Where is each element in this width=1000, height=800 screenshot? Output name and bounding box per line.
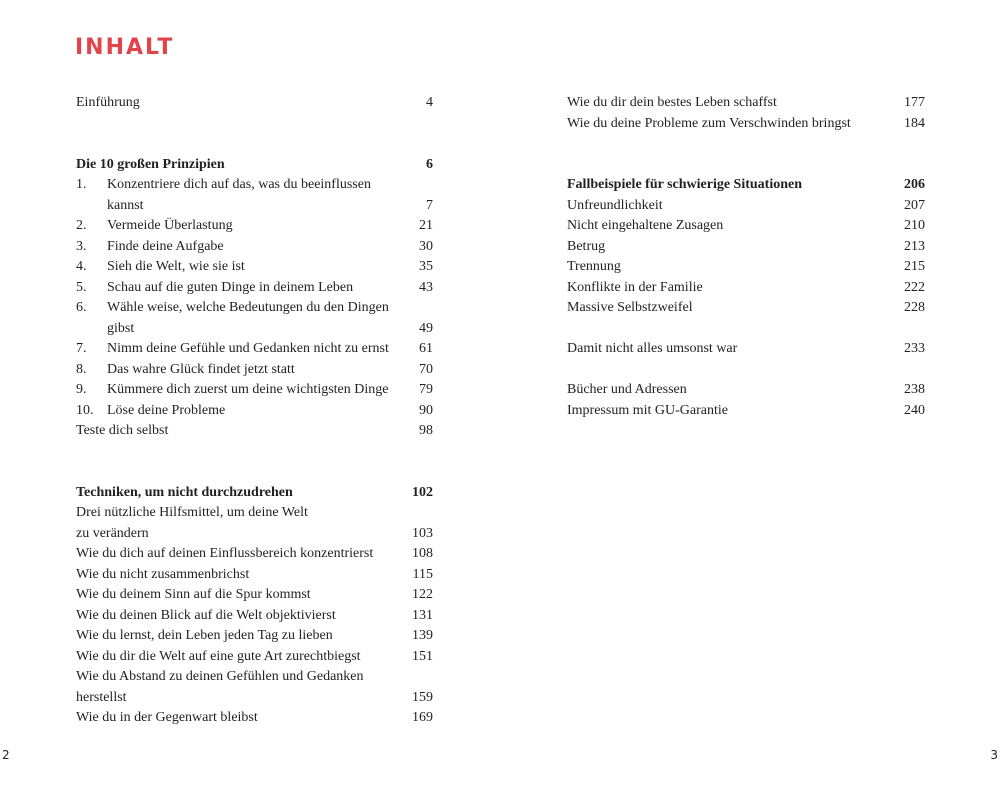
entry-number: 3.	[76, 238, 87, 254]
toc-entry	[567, 257, 925, 278]
entry-number: 2.	[76, 218, 87, 233]
entry-page: 213	[904, 238, 925, 254]
entry-title: Damit nicht alles umsonst war	[567, 341, 738, 356]
entry-page: 184	[904, 115, 925, 131]
entry-number: 9.	[76, 382, 87, 397]
entry-page: 7	[426, 197, 433, 213]
toc-entry-continuation	[76, 524, 433, 545]
section-heading	[567, 175, 925, 196]
entry-page: 169	[412, 710, 433, 725]
entry-page: 240	[904, 402, 925, 418]
toc-entry	[76, 708, 433, 729]
entry-title: Einführung	[76, 95, 140, 110]
entry-title: Wie du dir dein bestes Leben schaffst	[567, 95, 777, 110]
entry-number: 1.	[76, 177, 87, 192]
entry-title: Wie du deine Probleme zum Verschwinden bringst	[567, 115, 851, 131]
entry-title: Teste dich selbst	[76, 423, 169, 438]
entry-title-cont: gibst	[107, 320, 135, 336]
toc-entry	[567, 216, 925, 237]
page-number-left: 2	[2, 748, 10, 762]
toc-entry	[76, 503, 433, 524]
entry-number: 8.	[76, 361, 87, 377]
toc-entry	[76, 175, 433, 196]
entry-title: Massive Selbstzweifel	[567, 300, 693, 315]
entry-page: 79	[419, 382, 433, 397]
entry-number: 6.	[76, 300, 87, 315]
entry-title-cont: zu verändern	[76, 525, 149, 541]
entry-page: 103	[412, 525, 433, 541]
entry-page: 210	[904, 218, 925, 233]
entry-page: 139	[412, 628, 433, 643]
toc-entry	[567, 298, 925, 319]
entry-page: 222	[904, 279, 925, 295]
toc-entry	[76, 93, 433, 114]
entry-number: 7.	[76, 341, 87, 356]
entry-title: Vermeide Überlastung	[107, 218, 233, 233]
entry-page: 233	[904, 341, 925, 356]
entry-title: Kümmere dich zuerst um deine wichtigsten Dinge	[107, 382, 389, 397]
entry-page: 43	[419, 279, 433, 295]
toc-entry	[567, 401, 925, 422]
section-title: Techniken, um nicht durchzudrehen	[76, 484, 293, 500]
toc-entry-continuation	[76, 688, 433, 709]
entry-title: Wie du nicht zusammenbrichst	[76, 566, 250, 582]
toc-entry-continuation	[76, 196, 433, 217]
entry-page: 61	[419, 341, 433, 356]
entry-page: 177	[904, 95, 925, 110]
toc-entry	[76, 278, 433, 299]
toc-right-column	[567, 93, 925, 421]
entry-title: Wähle weise, welche Bedeutungen du den Dingen	[107, 300, 389, 315]
entry-number: 5.	[76, 279, 87, 295]
entry-title-cont: herstellst	[76, 689, 127, 705]
toc-entry	[76, 565, 433, 586]
entry-page: 30	[419, 238, 433, 254]
toc-entry	[76, 298, 433, 319]
entry-title-cont: kannst	[107, 197, 144, 213]
section-heading	[76, 483, 433, 504]
entry-page: 238	[904, 382, 925, 397]
entry-title: Impressum mit GU-Garantie	[567, 402, 728, 418]
entry-title: Wie du deinem Sinn auf die Spur kommst	[76, 587, 311, 602]
toc-entry	[76, 257, 433, 278]
entry-title: Schau auf die guten Dinge in deinem Leben	[107, 279, 354, 295]
entry-page: 4	[426, 95, 433, 110]
toc-entry	[76, 339, 433, 360]
entry-title: Betrug	[567, 238, 606, 254]
toc-entry	[567, 380, 925, 401]
entry-title: Nimm deine Gefühle und Gedanken nicht zu ernst	[107, 341, 389, 356]
entry-title: Unfreundlichkeit	[567, 197, 663, 213]
entry-page: 108	[412, 546, 433, 561]
entry-title: Bücher und Adressen	[567, 382, 687, 397]
entry-title: Nicht eingehaltene Zusagen	[567, 218, 724, 233]
section-title: Die 10 großen Prinzipien	[76, 156, 225, 172]
entry-page: 159	[412, 689, 433, 705]
toc-entry	[76, 667, 433, 688]
toc-entry	[76, 380, 433, 401]
entry-page: 151	[412, 648, 433, 664]
toc-title: INHALT	[75, 35, 175, 60]
toc-entry	[567, 196, 925, 217]
toc-entry	[76, 606, 433, 627]
entry-title: Das wahre Glück findet jetzt statt	[107, 361, 295, 377]
entry-page: 115	[412, 566, 433, 582]
entry-page: 70	[419, 361, 433, 377]
toc-entry	[76, 585, 433, 606]
toc-entry	[76, 401, 433, 422]
toc-entry	[76, 421, 433, 442]
toc-left-column	[76, 93, 433, 729]
entry-title: Löse deine Probleme	[107, 402, 226, 418]
toc-entry-continuation	[76, 319, 433, 340]
toc-entry	[76, 216, 433, 237]
entry-page: 21	[419, 218, 433, 233]
entry-title: Wie du in der Gegenwart bleibst	[76, 710, 258, 725]
toc-entry	[567, 339, 925, 360]
entry-page: 49	[419, 320, 433, 336]
entry-title: Finde deine Aufgabe	[107, 238, 224, 254]
toc-entry	[567, 114, 925, 135]
section-page: 6	[426, 156, 433, 172]
entry-number: 4.	[76, 259, 87, 274]
entry-title: Wie du Abstand zu deinen Gefühlen und Gedanken	[76, 669, 364, 684]
toc-entry	[567, 278, 925, 299]
toc-entry	[76, 544, 433, 565]
toc-entry	[567, 93, 925, 114]
entry-page: 98	[419, 423, 433, 438]
entry-page: 228	[904, 300, 925, 315]
entry-title: Wie du dir die Welt auf eine gute Art zurechtbiegst	[76, 648, 361, 664]
section-heading	[76, 155, 433, 176]
toc-entry	[76, 360, 433, 381]
toc-entry	[76, 237, 433, 258]
entry-page: 131	[412, 607, 433, 623]
toc-entry	[76, 647, 433, 668]
entry-title: Konzentriere dich auf das, was du beeinflussen	[107, 177, 371, 192]
entry-page: 35	[419, 259, 433, 274]
entry-page: 122	[412, 587, 433, 602]
entry-title: Trennung	[567, 259, 621, 274]
toc-entry	[76, 626, 433, 647]
section-page: 102	[412, 484, 433, 500]
entry-page: 215	[904, 259, 925, 274]
page-number-right: 3	[990, 748, 998, 762]
entry-title: Sieh die Welt, wie sie ist	[107, 259, 245, 274]
entry-title: Konflikte in der Familie	[567, 279, 703, 295]
toc-entry	[567, 237, 925, 258]
entry-title: Wie du dich auf deinen Einflussbereich konzentrierst	[76, 546, 374, 561]
entry-title: Wie du deinen Blick auf die Welt objektivierst	[76, 607, 336, 623]
section-title: Fallbeispiele für schwierige Situationen	[567, 177, 803, 192]
section-page: 206	[904, 177, 925, 192]
entry-page: 90	[419, 402, 433, 418]
entry-title: Drei nützliche Hilfsmittel, um deine Welt	[76, 505, 308, 520]
entry-number: 10.	[76, 402, 94, 418]
entry-title: Wie du lernst, dein Leben jeden Tag zu lieben	[76, 628, 333, 643]
entry-page: 207	[904, 197, 925, 213]
